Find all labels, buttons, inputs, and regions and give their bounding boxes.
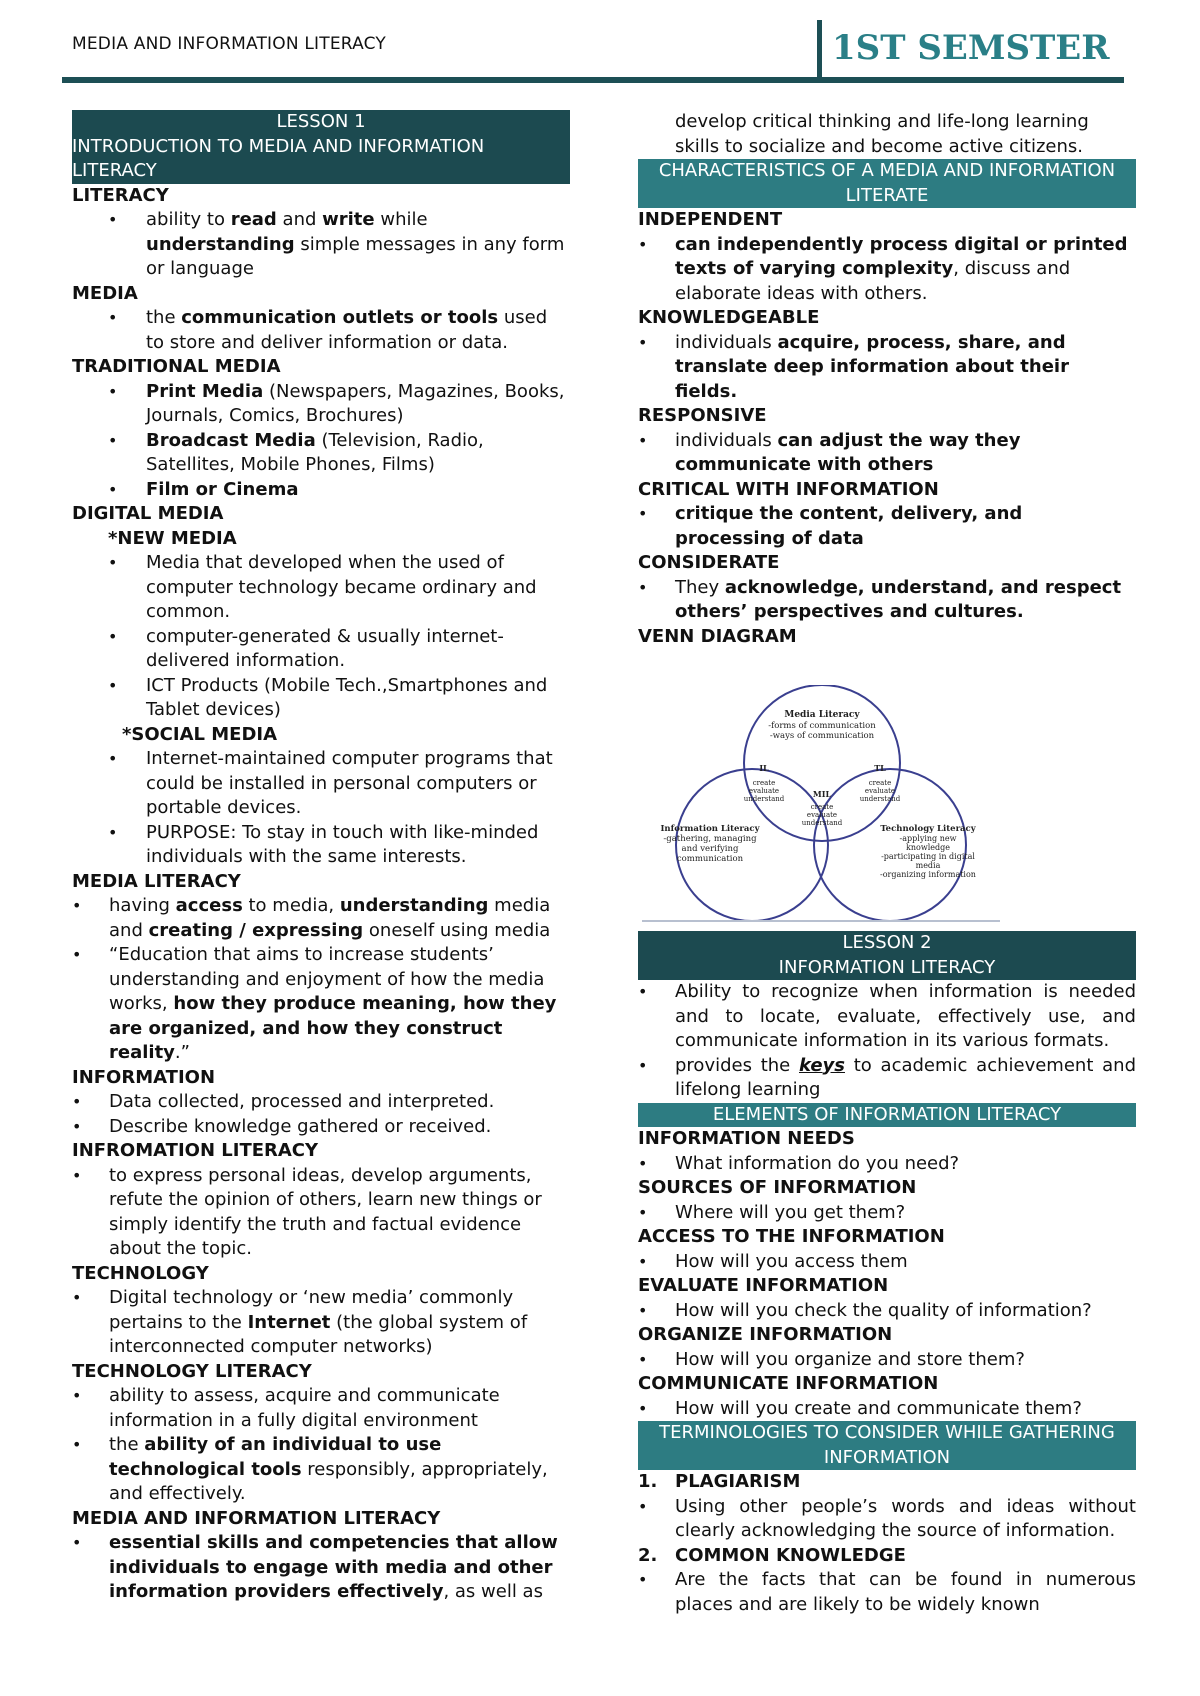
media-literacy-title: Media Literacy	[784, 710, 860, 720]
term-common-knowledge: 2. COMMON KNOWLEDGE	[638, 1544, 906, 1566]
media-literacy-quote: • “Education that aims to increase students’ understanding and enjoyment of how the media works, how they produce meaning, how they are organized, and how they construct reality.”	[72, 943, 570, 1066]
print-media-item: • Print Media (Newspapers, Magazines, Books, Journals, Comics, Brochures)	[72, 380, 570, 429]
element-question: • How will you create and communicate them?	[638, 1397, 1136, 1422]
social-media-item: • PURPOSE: To stay in touch with like-minded individuals with the same interests.	[72, 821, 570, 870]
element-question: • Where will you get them?	[638, 1201, 1136, 1226]
critical-item: • critique the content, delivery, and processing of data	[638, 502, 1136, 551]
information-literacy-line: communication	[676, 854, 744, 864]
considerate-heading: CONSIDERATE	[638, 552, 780, 573]
information-literacy-item: • to express personal ideas, develop arguments, refute the opinion of others, learn new things or simply identify the truth and factual evidence about the topic.	[72, 1164, 570, 1262]
mil-label: MIL	[812, 789, 832, 799]
information-item: • Data collected, processed and interpreted.	[72, 1090, 570, 1115]
terminologies-title: TERMINOLOGIES TO CONSIDER WHILE GATHERING INFORMATION	[638, 1421, 1136, 1470]
media-heading: MEDIA	[72, 282, 138, 304]
technology-literacy-heading: TECHNOLOGY LITERACY	[72, 1360, 312, 1382]
element-heading: SOURCES OF INFORMATION	[638, 1177, 917, 1198]
tl-line: create	[868, 779, 892, 787]
il-line: understand	[743, 795, 785, 803]
information-item: • Describe knowledge gathered or received.	[72, 1115, 570, 1140]
header-divider	[817, 20, 822, 80]
media-literacy-line: -forms of communication	[768, 721, 876, 731]
term-common-knowledge-definition: • Are the facts that can be found in numerous places and are likely to be widely known	[638, 1568, 1136, 1617]
information-heading: INFORMATION	[72, 1066, 216, 1088]
venn-diagram	[640, 685, 1002, 925]
digital-media-heading: DIGITAL MEDIA	[72, 503, 224, 524]
technology-literacy-line: -organizing information	[880, 870, 976, 879]
technology-literacy-item: • the ability of an individual to use technological tools responsibly, appropriately, and effectively.	[72, 1433, 570, 1507]
lesson2-title: INFORMATION LITERACY	[638, 956, 1136, 981]
element-question: • What information do you need?	[638, 1152, 1136, 1177]
broadcast-media-item: • Broadcast Media (Television, Radio, Satellites, Mobile Phones, Films)	[72, 429, 570, 478]
venn-diagram-container	[638, 685, 1136, 931]
elements-title: ELEMENTS OF INFORMATION LITERACY	[638, 1103, 1136, 1128]
new-media-item: • ICT Products (Mobile Tech.,Smartphones and Tablet devices)	[72, 674, 570, 723]
tl-label: TL	[874, 763, 886, 773]
new-media-item: • computer-generated & usually internet-delivered information.	[72, 625, 570, 674]
term-plagiarism-definition: • Using other people’s words and ideas without clearly acknowledging the source of information.	[638, 1495, 1136, 1544]
element-question: • How will you check the quality of information?	[638, 1299, 1136, 1324]
independent-item: • can independently process digital or printed texts of varying complexity, discuss and elaborate ideas with others.	[638, 233, 1136, 307]
il-line: create	[752, 779, 776, 787]
venn-heading: VENN DIAGRAM	[638, 625, 797, 647]
il-label: IL	[759, 763, 769, 773]
tl-line: understand	[859, 795, 901, 803]
element-heading: ORGANIZE INFORMATION	[638, 1324, 893, 1345]
lesson1-title: INTRODUCTION TO MEDIA AND INFORMATION LITERACY	[72, 135, 570, 184]
mil-line: create	[810, 803, 834, 811]
element-question: • How will you organize and store them?	[638, 1348, 1136, 1373]
knowledgeable-item: • individuals acquire, process, share, and translate deep information about their fields.	[638, 331, 1136, 405]
lesson2-label: LESSON 2	[638, 931, 1136, 956]
media-literacy-item: • having access to media, understanding media and creating / expressing oneself using media	[72, 894, 570, 943]
element-heading: COMMUNICATE INFORMATION	[638, 1373, 939, 1394]
element-heading: ACCESS TO THE INFORMATION	[638, 1226, 945, 1247]
information-literacy-line: and verifying	[681, 844, 739, 854]
characteristics-title: CHARACTERISTICS OF A MEDIA AND INFORMATION LITERATE	[638, 159, 1136, 208]
literacy-definition: • ability to read and write while understanding simple messages in any form or language	[72, 208, 570, 282]
lesson2-item: • provides the keys to academic achievement and lifelong learning	[638, 1054, 1136, 1103]
responsive-heading: RESPONSIVE	[638, 405, 767, 426]
media-literacy-heading: MEDIA LITERACY	[72, 870, 241, 892]
information-literacy-title: Information Literacy	[660, 824, 760, 834]
right-column	[638, 110, 1136, 1617]
information-literacy-line: -gathering, managing	[663, 834, 757, 844]
mil-line: understand	[801, 819, 843, 827]
responsive-item: • individuals can adjust the way they communicate with others	[638, 429, 1136, 478]
mil-item: • essential skills and competencies that allow individuals to engage with media and other information providers effectively, as well as	[72, 1531, 570, 1605]
critical-heading: CRITICAL WITH INFORMATION	[638, 478, 939, 500]
lesson2-item: • Ability to recognize when information is needed and to locate, evaluate, effectively use, and communicate information in its various formats.	[638, 980, 1136, 1054]
lesson1-label: LESSON 1	[72, 110, 570, 135]
technology-literacy-line: media	[915, 861, 941, 870]
document-header-title: MEDIA AND INFORMATION LITERACY	[72, 34, 386, 54]
new-media-subheading: *NEW MEDIA	[108, 527, 237, 549]
mil-continuation: develop critical thinking and life-long learning skills to socialize and become active citizens.	[675, 111, 1089, 157]
technology-literacy-title: Technology Literacy	[880, 824, 976, 834]
film-item: • Film or Cinema	[72, 478, 570, 503]
mil-line: evaluate	[806, 811, 838, 819]
social-media-item: • Internet-maintained computer programs that could be installed in personal computers or portable devices.	[72, 747, 570, 821]
element-heading: EVALUATE INFORMATION	[638, 1275, 889, 1296]
technology-literacy-item: • ability to assess, acquire and communicate information in a fully digital environment	[72, 1384, 570, 1433]
technology-literacy-line: -applying new	[899, 834, 957, 843]
information-literacy-heading: INFROMATION LITERACY	[72, 1140, 319, 1161]
semester-label: 1ST SEMSTER	[832, 28, 1110, 68]
il-line: evaluate	[748, 787, 780, 795]
traditional-media-heading: TRADITIONAL MEDIA	[72, 356, 281, 377]
media-definition: • the communication outlets or tools used to store and deliver information or data.	[72, 306, 570, 355]
element-heading: INFORMATION NEEDS	[638, 1128, 855, 1149]
new-media-item: • Media that developed when the used of computer technology became ordinary and common.	[72, 551, 570, 625]
social-media-subheading: *SOCIAL MEDIA	[122, 723, 278, 745]
considerate-item: • They acknowledge, understand, and respect others’ perspectives and cultures.	[638, 576, 1136, 625]
technology-literacy-line: knowledge	[906, 843, 950, 852]
media-literacy-line: -ways of communication	[769, 731, 875, 741]
header-rule	[62, 77, 1124, 83]
knowledgeable-heading: KNOWLEDGEABLE	[638, 307, 820, 328]
literacy-heading: LITERACY	[72, 184, 169, 206]
technology-item: • Digital technology or ‘new media’ commonly pertains to the Internet (the global system of interconnected computer networks)	[72, 1286, 570, 1360]
element-question: • How will you access them	[638, 1250, 1136, 1275]
technology-literacy-line: -participating in digital	[881, 852, 975, 861]
mil-heading: MEDIA AND INFORMATION LITERACY	[72, 1507, 441, 1529]
independent-heading: INDEPENDENT	[638, 209, 783, 230]
technology-heading: TECHNOLOGY	[72, 1262, 209, 1284]
tl-line: evaluate	[864, 787, 896, 795]
term-plagiarism: 1. PLAGIARISM	[638, 1471, 801, 1492]
left-column	[72, 110, 570, 1605]
